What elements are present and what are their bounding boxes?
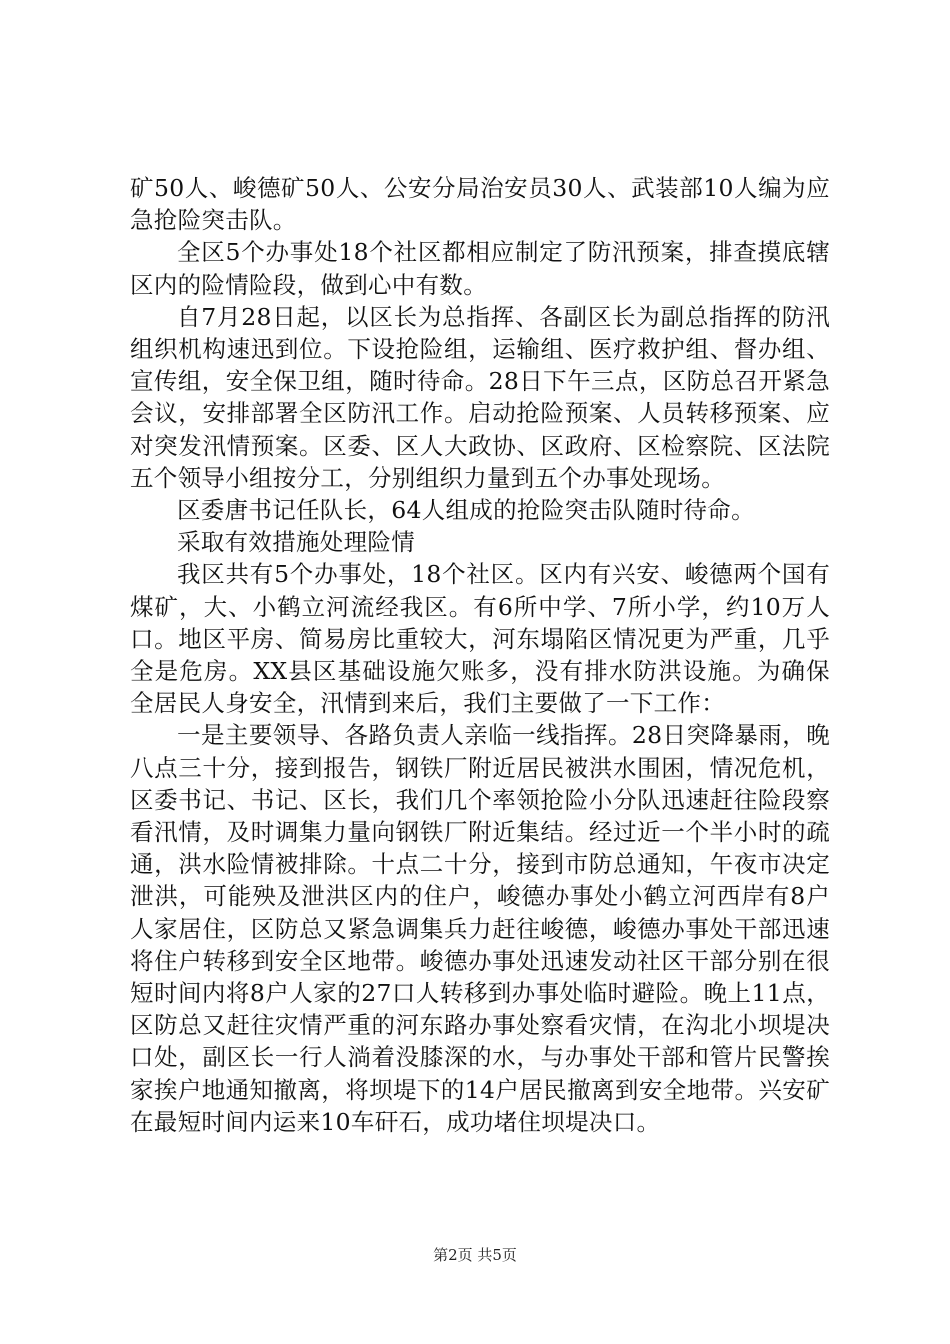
- paragraph-district-overview: 我区共有5个办事处，18个社区。区内有兴安、峻德两个国有煤矿，大、小鹤立河流经我区。有6所中学、7所小学，约10万人口。地区平房、简易房比重较大，河东塌陷区情况更为严重，几乎全是危房。XX县区基础设施欠账多，没有排水防洪设施。为确保全居民人身安全，汛情到来后，我们主要做了一下工作：: [130, 560, 830, 718]
- paragraph-assault-team: 区委唐书记任队长，64人组成的抢险突击队随时待命。: [177, 496, 755, 525]
- paragraph-continuation: 矿50人、峻德矿50人、公安分局治安员30人、武装部10人编为应急抢险突击队。: [130, 174, 830, 235]
- section-heading-measures: 采取有效措施处理险情: [177, 528, 415, 557]
- document-body: [130, 172, 830, 1138]
- paragraph-command-structure: 自7月28日起，以区长为总指挥、各副区长为副总指挥的防汛组织机构速迅到位。下设抢险组，运输组、医疗救护组、督办组、宣传组，安全保卫组，随时待命。28日下午三点，区防总召开紧急会议，安排部署全区防汛工作。启动抢险预案、人员转移预案、应对突发汛情预案。区委、区人大政协、区政府、区检察院、区法院五个领导小组按分工，分别组织力量到五个办事处现场。: [130, 302, 830, 492]
- paragraph-leadership-onsite: 一是主要领导、各路负责人亲临一线指挥。28日突降暴雨，晚八点三十分，接到报告，钢铁厂附近居民被洪水围困，情况危机，区委书记、书记、区长，我们几个率领抢险小分队迅速赶往险段察看汛情，及时调集力量向钢铁厂附近集结。经过近一个半小时的疏通，洪水险情被排除。十点二十分，接到市防总通知，午夜市决定泄洪，可能殃及泄洪区内的住户，峻德办事处小鹤立河西岸有8户人家居住，区防总又紧急调集兵力赶往峻德，峻德办事处干部迅速将住户转移到安全区地带。峻德办事处迅速发动社区干部分别在很短时间内将8户人家的27口人转移到办事处临时避险。晚上11点，区防总又赶往灾情严重的河东路办事处察看灾情，在沟北小坝堤决口处，副区长一行人淌着没膝深的水，与办事处干部和管片民警挨家挨户地通知撤离，将坝堤下的14户居民撤离到安全地带。兴安矿在最短时间内运来10车矸石，成功堵住坝堤决口。: [130, 721, 830, 1136]
- page-footer: 第2页 共5页: [433, 1246, 517, 1264]
- paragraph-plans: 全区5个办事处18个社区都相应制定了防汛预案，排查摸底辖区内的险情险段，做到心中有数。: [130, 238, 830, 299]
